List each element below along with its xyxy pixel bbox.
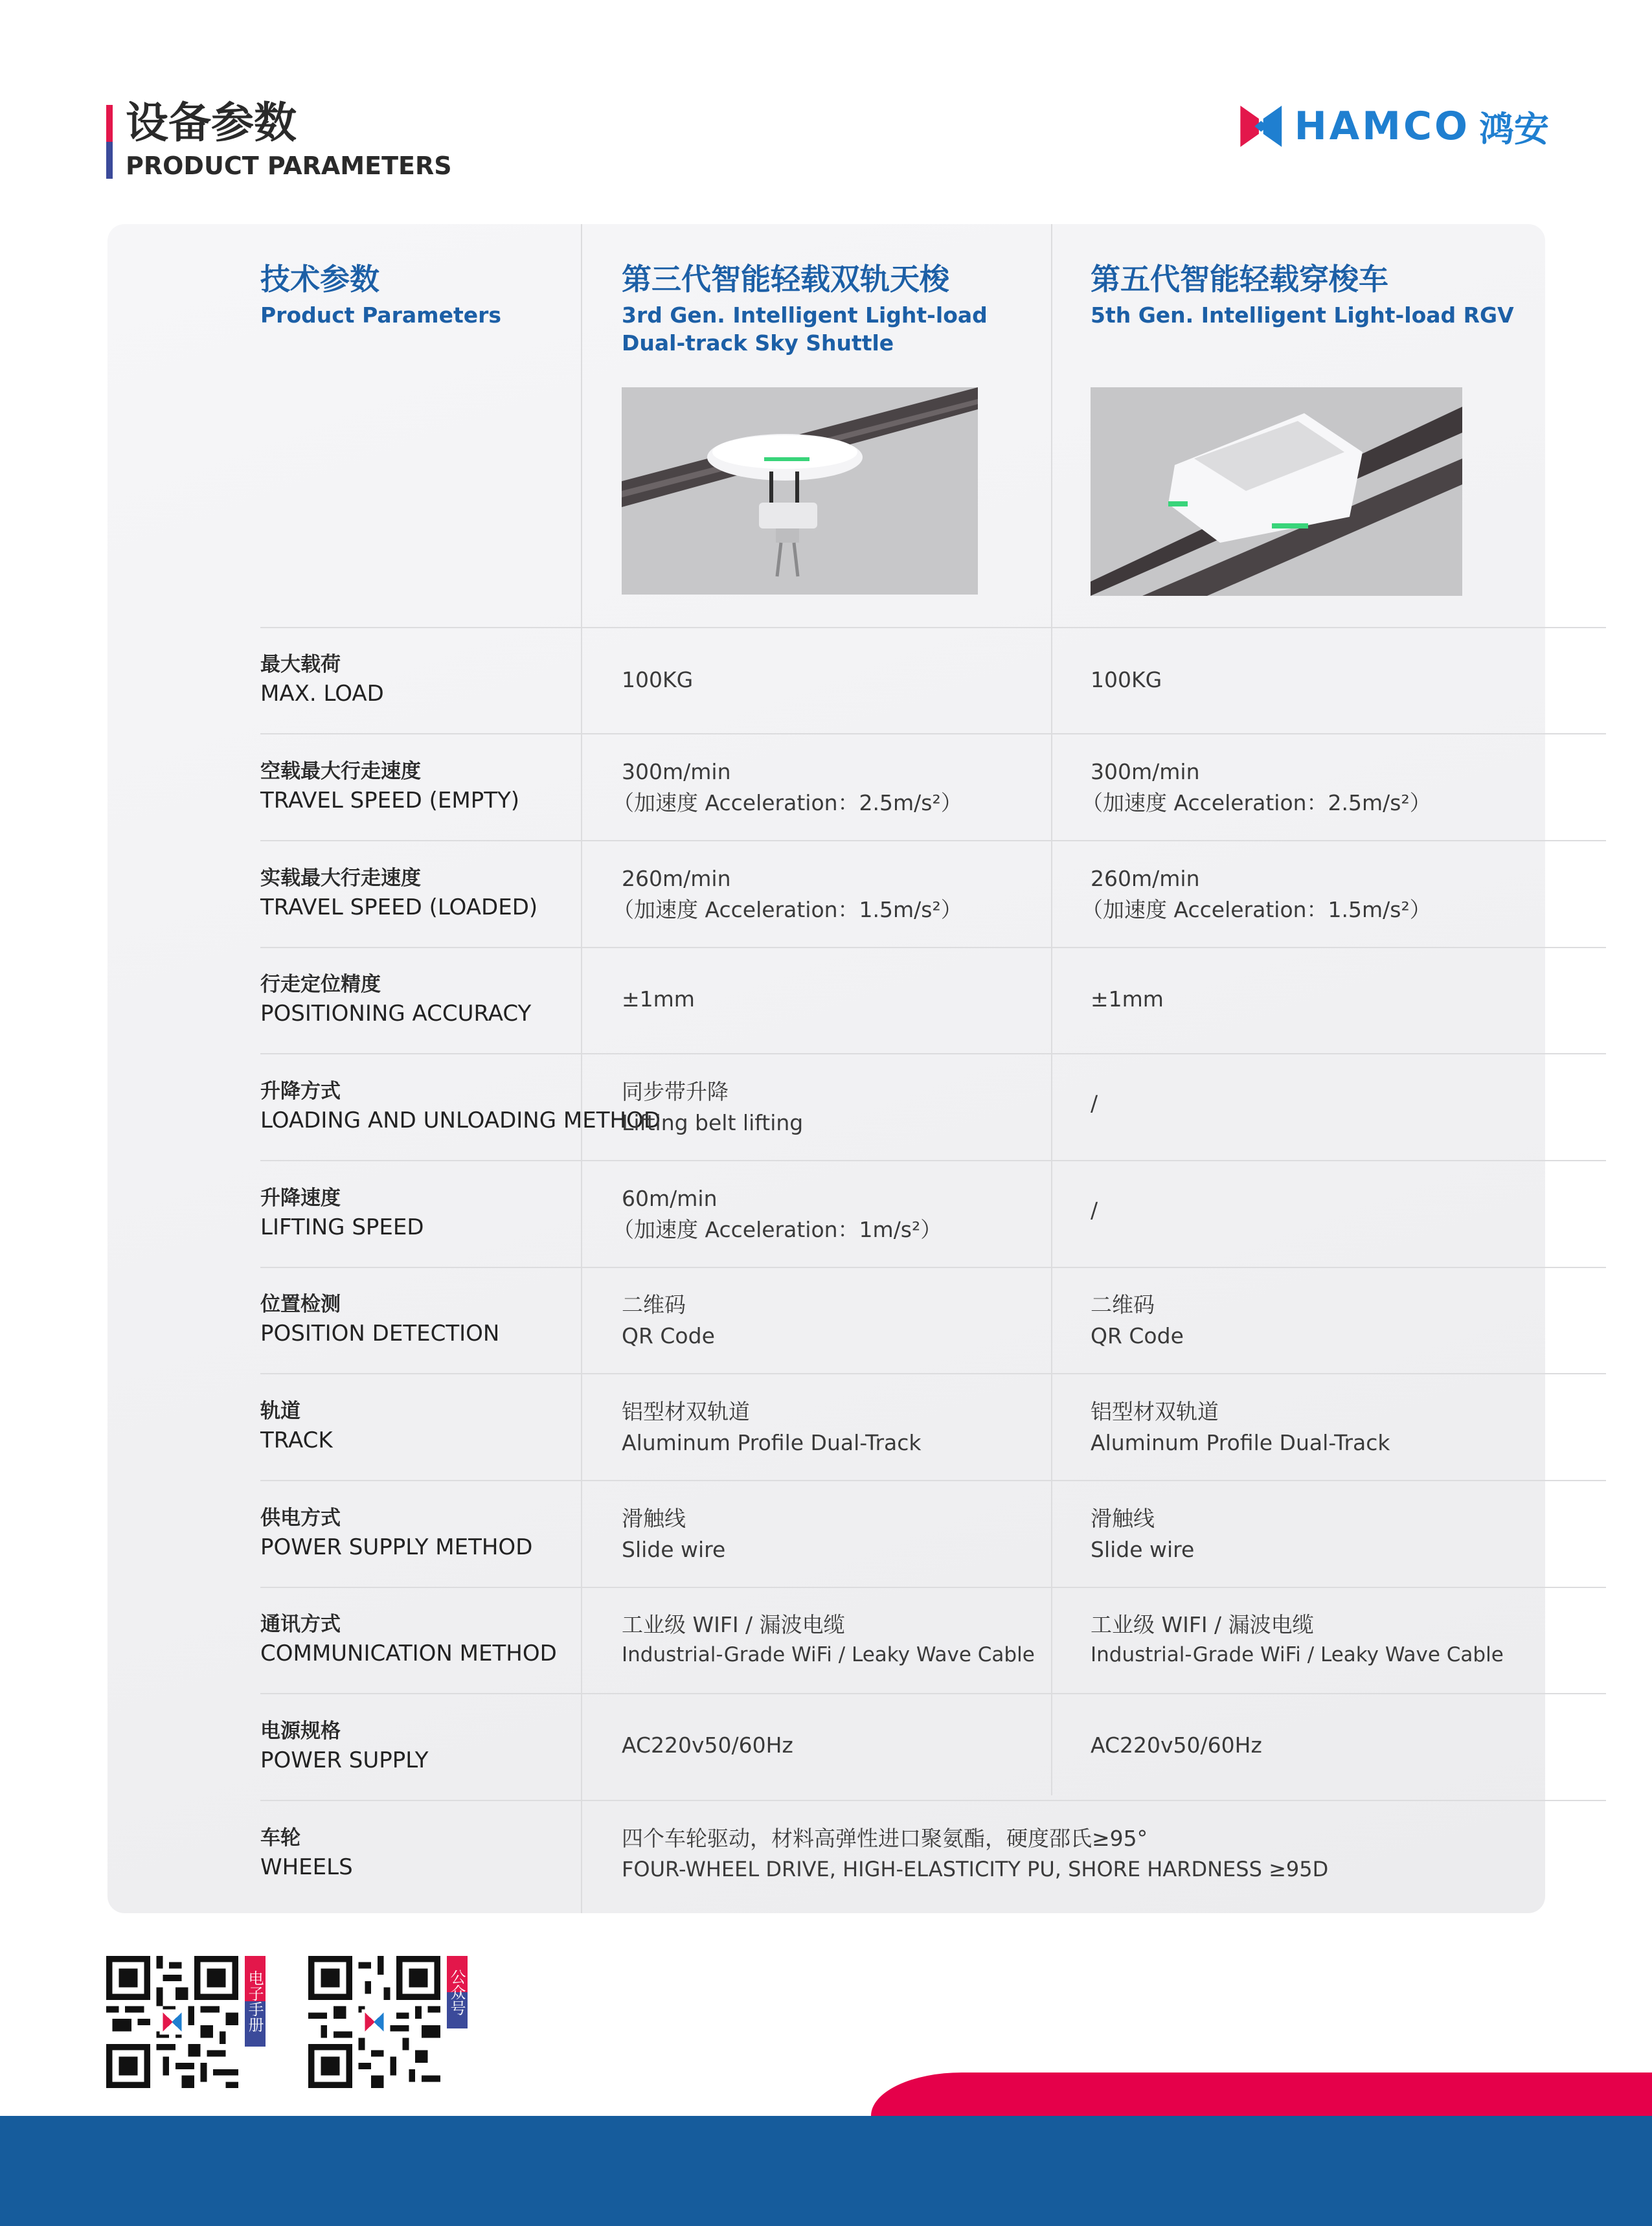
product-b-value: 二维码	[1091, 1292, 1155, 1317]
product-b-value: /	[1091, 1198, 1098, 1223]
row-divider	[260, 840, 1606, 841]
product-a-value: 工业级 WIFI / 漏波电缆	[622, 1612, 845, 1637]
row-divider	[260, 947, 1606, 948]
product-b-value: 260m/min	[1091, 866, 1200, 891]
row-label-cn: 升降方式	[260, 1080, 341, 1103]
footer-blue-band	[0, 2116, 1652, 2226]
row-label-en: TRAVEL SPEED (EMPTY)	[260, 788, 520, 813]
qr-code-icon[interactable]	[106, 1956, 238, 2088]
product-a-value: Aluminum Profile Dual-Track	[622, 1430, 922, 1455]
row-label-cn: 行走定位精度	[260, 973, 381, 996]
product-b-value: Industrial-Grade WiFi / Leaky Wave Cable	[1091, 1643, 1504, 1666]
row-divider	[260, 627, 1606, 628]
product-b-value: Aluminum Profile Dual-Track	[1091, 1430, 1390, 1455]
column-divider	[1051, 224, 1052, 1795]
product-b-value: 滑触线	[1091, 1506, 1155, 1531]
row-divider	[260, 1480, 1606, 1481]
row-label-en: LIFTING SPEED	[260, 1214, 424, 1240]
product-a-value: ±1mm	[622, 986, 695, 1012]
row-label-cn: 实载最大行走速度	[260, 867, 421, 890]
product-a-title-cn: 第三代智能轻载双轨天梭	[622, 262, 949, 297]
product-a-value: （加速度 Acceleration：1.5m/s²）	[613, 897, 962, 922]
footer-red-accent	[871, 2073, 1652, 2116]
row-label-cn: 车轮	[260, 1826, 300, 1850]
row-divider	[260, 1800, 1606, 1801]
brand-name: HAMCO	[1294, 104, 1470, 149]
shared-value: 四个车轮驱动，材料高弹性进口聚氨酯，硬度邵氏≥95°	[622, 1826, 1148, 1851]
row-divider	[260, 1267, 1606, 1268]
product-a-value: Industrial-Grade WiFi / Leaky Wave Cable	[622, 1643, 1035, 1666]
row-label-en: COMMUNICATION METHOD	[260, 1641, 557, 1666]
product-a-value: 100KG	[622, 667, 694, 692]
product-b-value: （加速度 Acceleration：2.5m/s²）	[1081, 790, 1431, 815]
row-divider	[260, 1373, 1606, 1374]
parameters-table	[107, 224, 1545, 1913]
row-label-en: POSITION DETECTION	[260, 1321, 500, 1346]
label-column-title-en: Product Parameters	[260, 302, 502, 328]
product-a-value: 铝型材双轨道	[622, 1399, 750, 1424]
product-b-value: （加速度 Acceleration：1.5m/s²）	[1081, 897, 1431, 922]
page-title-cn: 设备参数	[126, 98, 297, 148]
product-a-value: Lifting belt lifting	[622, 1110, 804, 1135]
product-a-value: 同步带升降	[622, 1079, 729, 1104]
product-a-title-en-1: 3rd Gen. Intelligent Light-load	[622, 302, 988, 328]
row-label-cn: 供电方式	[260, 1506, 341, 1530]
shared-value: FOUR-WHEEL DRIVE, HIGH-ELASTICITY PU, SHORE HARDNESS ≥95D	[622, 1857, 1329, 1881]
row-label-cn: 空载最大行走速度	[260, 760, 421, 783]
product-a-value: 滑触线	[622, 1506, 686, 1531]
row-divider	[260, 1693, 1606, 1694]
row-divider	[260, 1160, 1606, 1161]
product-a-title-en-2: Dual-track Sky Shuttle	[622, 330, 894, 356]
sky-shuttle-photo	[622, 387, 978, 595]
row-divider	[260, 1053, 1606, 1054]
row-label-en: TRAVEL SPEED (LOADED)	[260, 894, 538, 920]
row-label-en: POWER SUPPLY	[260, 1747, 429, 1773]
qr-label-wechat: 公众号	[447, 1956, 468, 2028]
product-b-title-cn: 第五代智能轻载穿梭车	[1091, 262, 1388, 297]
product-a-value: （加速度 Acceleration：2.5m/s²）	[613, 790, 962, 815]
row-label-en: WHEELS	[260, 1854, 353, 1880]
product-a-value: 260m/min	[622, 866, 731, 891]
product-b-value: 100KG	[1091, 667, 1162, 692]
row-label-cn: 升降速度	[260, 1187, 341, 1210]
row-label-cn: 位置检测	[260, 1293, 341, 1316]
product-b-title-en-1: 5th Gen. Intelligent Light-load RGV	[1091, 302, 1514, 328]
row-label-cn: 最大载荷	[260, 653, 341, 676]
row-label-cn: 通讯方式	[260, 1613, 341, 1636]
product-b-value: Slide wire	[1091, 1537, 1195, 1562]
rgv-shuttle-photo	[1091, 387, 1462, 596]
row-divider	[260, 1587, 1606, 1588]
column-divider	[581, 224, 582, 1913]
product-a-value: 二维码	[622, 1292, 686, 1317]
row-divider	[260, 733, 1606, 734]
row-label-cn: 轨道	[260, 1400, 300, 1423]
row-label-en: TRACK	[260, 1427, 333, 1453]
qr-code-icon[interactable]	[308, 1956, 440, 2088]
label-column-title-cn: 技术参数	[260, 262, 379, 297]
product-b-value: 铝型材双轨道	[1091, 1399, 1219, 1424]
row-label-en: LOADING AND UNLOADING METHOD	[260, 1107, 661, 1133]
product-b-value: /	[1091, 1091, 1098, 1116]
row-label-en: MAX. LOAD	[260, 681, 384, 707]
product-a-value: QR Code	[622, 1323, 715, 1348]
hamco-logo-icon	[1238, 99, 1284, 153]
row-label-en: POSITIONING ACCURACY	[260, 1001, 532, 1027]
qr-label-manual: 电子手册	[245, 1956, 266, 2047]
product-b-value: ±1mm	[1091, 986, 1164, 1012]
product-b-value: 工业级 WIFI / 漏波电缆	[1091, 1612, 1314, 1637]
product-a-value: （加速度 Acceleration：1m/s²）	[613, 1217, 942, 1242]
title-accent-bar	[106, 105, 113, 179]
row-label-en: POWER SUPPLY METHOD	[260, 1534, 533, 1560]
row-label-cn: 电源规格	[260, 1720, 341, 1743]
product-a-value: AC220v50/60Hz	[622, 1732, 793, 1758]
product-b-value: AC220v50/60Hz	[1091, 1732, 1262, 1758]
product-b-value: QR Code	[1091, 1323, 1184, 1348]
brand-name-cn: 鸿安	[1479, 108, 1549, 150]
page-title-en: PRODUCT PARAMETERS	[126, 152, 452, 180]
product-a-value: 300m/min	[622, 759, 731, 784]
product-b-value: 300m/min	[1091, 759, 1200, 784]
product-a-value: Slide wire	[622, 1537, 726, 1562]
brand-logo	[1238, 97, 1549, 155]
product-a-value: 60m/min	[622, 1186, 718, 1211]
